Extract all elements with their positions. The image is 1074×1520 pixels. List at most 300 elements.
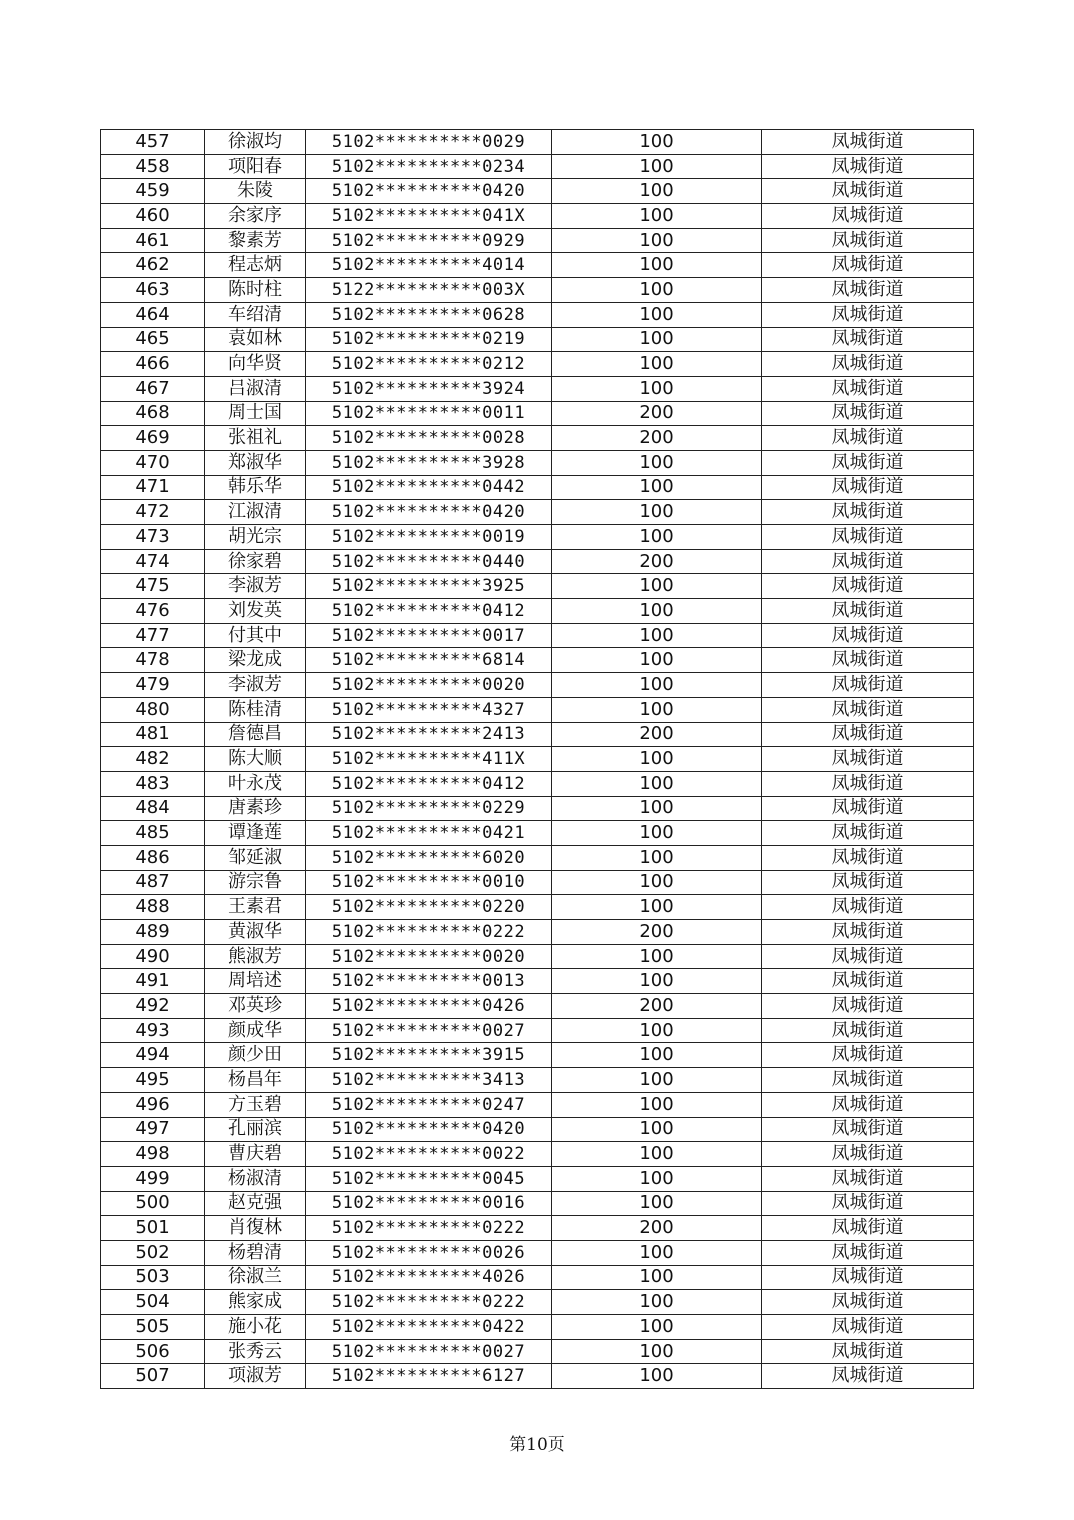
cell-name: 陈大顺 <box>205 747 306 772</box>
cell-number: 476 <box>101 599 205 624</box>
cell-name: 袁如林 <box>205 327 306 352</box>
cell-amount: 100 <box>552 574 762 599</box>
cell-number: 494 <box>101 1043 205 1068</box>
cell-street: 凤城街道 <box>762 376 974 401</box>
cell-street: 凤城街道 <box>762 1191 974 1216</box>
cell-name: 江淑清 <box>205 500 306 525</box>
table-row <box>101 845 974 870</box>
cell-number: 501 <box>101 1216 205 1241</box>
table-row <box>101 278 974 303</box>
cell-number: 464 <box>101 302 205 327</box>
cell-street: 凤城街道 <box>762 821 974 846</box>
cell-id-number: 5102**********6814 <box>306 648 552 673</box>
table-row <box>101 969 974 994</box>
cell-amount: 200 <box>552 1216 762 1241</box>
cell-amount: 100 <box>552 302 762 327</box>
cell-number: 477 <box>101 623 205 648</box>
table-row <box>101 1166 974 1191</box>
cell-id-number: 5102**********0234 <box>306 154 552 179</box>
cell-amount: 100 <box>552 475 762 500</box>
cell-id-number: 5102**********4014 <box>306 253 552 278</box>
cell-number: 481 <box>101 722 205 747</box>
cell-street: 凤城街道 <box>762 1290 974 1315</box>
table-row <box>101 1265 974 1290</box>
cell-name: 杨碧清 <box>205 1240 306 1265</box>
cell-name: 叶永茂 <box>205 771 306 796</box>
cell-amount: 100 <box>552 1043 762 1068</box>
cell-street: 凤城街道 <box>762 179 974 204</box>
cell-street: 凤城街道 <box>762 1018 974 1043</box>
cell-number: 479 <box>101 673 205 698</box>
table-row <box>101 228 974 253</box>
cell-amount: 100 <box>552 747 762 772</box>
cell-street: 凤城街道 <box>762 1092 974 1117</box>
table-row <box>101 1043 974 1068</box>
cell-name: 王素君 <box>205 895 306 920</box>
table-row <box>101 401 974 426</box>
table-row <box>101 944 974 969</box>
cell-id-number: 5102**********0026 <box>306 1240 552 1265</box>
cell-street: 凤城街道 <box>762 302 974 327</box>
cell-id-number: 5102**********0420 <box>306 1117 552 1142</box>
table-row <box>101 500 974 525</box>
cell-amount: 200 <box>552 549 762 574</box>
cell-name: 张秀云 <box>205 1339 306 1364</box>
cell-amount: 100 <box>552 697 762 722</box>
table-row <box>101 599 974 624</box>
cell-number: 487 <box>101 870 205 895</box>
cell-id-number: 5102**********0442 <box>306 475 552 500</box>
cell-name: 陈桂清 <box>205 697 306 722</box>
cell-id-number: 5102**********0017 <box>306 623 552 648</box>
cell-number: 500 <box>101 1191 205 1216</box>
cell-street: 凤城街道 <box>762 1043 974 1068</box>
table-row <box>101 475 974 500</box>
cell-amount: 100 <box>552 821 762 846</box>
cell-number: 480 <box>101 697 205 722</box>
cell-street: 凤城街道 <box>762 697 974 722</box>
cell-street: 凤城街道 <box>762 204 974 229</box>
cell-amount: 100 <box>552 895 762 920</box>
table-row <box>101 1339 974 1364</box>
cell-name: 张祖礼 <box>205 426 306 451</box>
table-row <box>101 1117 974 1142</box>
table-row <box>101 204 974 229</box>
cell-name: 唐素珍 <box>205 796 306 821</box>
cell-amount: 100 <box>552 599 762 624</box>
cell-amount: 100 <box>552 1240 762 1265</box>
cell-number: 498 <box>101 1142 205 1167</box>
cell-name: 郑淑华 <box>205 450 306 475</box>
cell-number: 488 <box>101 895 205 920</box>
cell-street: 凤城街道 <box>762 130 974 155</box>
cell-id-number: 5102**********6127 <box>306 1364 552 1389</box>
cell-id-number: 5102**********0045 <box>306 1166 552 1191</box>
cell-street: 凤城街道 <box>762 401 974 426</box>
cell-street: 凤城街道 <box>762 1117 974 1142</box>
cell-street: 凤城街道 <box>762 1364 974 1389</box>
cell-amount: 100 <box>552 500 762 525</box>
cell-id-number: 5102**********0440 <box>306 549 552 574</box>
cell-name: 吕淑清 <box>205 376 306 401</box>
cell-street: 凤城街道 <box>762 1315 974 1340</box>
cell-street: 凤城街道 <box>762 500 974 525</box>
cell-number: 474 <box>101 549 205 574</box>
cell-amount: 100 <box>552 1364 762 1389</box>
cell-number: 463 <box>101 278 205 303</box>
cell-id-number: 5122**********003X <box>306 278 552 303</box>
cell-name: 游宗鲁 <box>205 870 306 895</box>
cell-amount: 100 <box>552 1092 762 1117</box>
cell-street: 凤城街道 <box>762 920 974 945</box>
cell-number: 471 <box>101 475 205 500</box>
table-row <box>101 1240 974 1265</box>
cell-id-number: 5102**********3925 <box>306 574 552 599</box>
table-row <box>101 796 974 821</box>
cell-street: 凤城街道 <box>762 623 974 648</box>
cell-street: 凤城街道 <box>762 870 974 895</box>
cell-amount: 100 <box>552 154 762 179</box>
page-number: 第10页 <box>509 1435 565 1455</box>
cell-amount: 100 <box>552 1117 762 1142</box>
cell-amount: 100 <box>552 796 762 821</box>
cell-amount: 100 <box>552 1265 762 1290</box>
cell-name: 邓英珍 <box>205 994 306 1019</box>
cell-street: 凤城街道 <box>762 994 974 1019</box>
cell-street: 凤城街道 <box>762 426 974 451</box>
cell-amount: 100 <box>552 1142 762 1167</box>
cell-name: 李淑芳 <box>205 673 306 698</box>
cell-id-number: 5102**********0022 <box>306 1142 552 1167</box>
cell-name: 邹延淑 <box>205 845 306 870</box>
cell-id-number: 5102**********0247 <box>306 1092 552 1117</box>
cell-number: 486 <box>101 845 205 870</box>
cell-street: 凤城街道 <box>762 845 974 870</box>
cell-street: 凤城街道 <box>762 154 974 179</box>
cell-street: 凤城街道 <box>762 475 974 500</box>
table-row <box>101 253 974 278</box>
cell-name: 周士国 <box>205 401 306 426</box>
cell-amount: 100 <box>552 1018 762 1043</box>
cell-id-number: 5102**********411X <box>306 747 552 772</box>
cell-amount: 100 <box>552 525 762 550</box>
cell-id-number: 5102**********0222 <box>306 1216 552 1241</box>
cell-name: 肖復林 <box>205 1216 306 1241</box>
cell-id-number: 5102**********0222 <box>306 920 552 945</box>
cell-name: 方玉碧 <box>205 1092 306 1117</box>
cell-street: 凤城街道 <box>762 796 974 821</box>
cell-id-number: 5102**********0222 <box>306 1290 552 1315</box>
cell-id-number: 5102**********0028 <box>306 426 552 451</box>
cell-number: 461 <box>101 228 205 253</box>
cell-amount: 100 <box>552 130 762 155</box>
cell-number: 470 <box>101 450 205 475</box>
cell-amount: 100 <box>552 376 762 401</box>
table-row <box>101 130 974 155</box>
cell-number: 499 <box>101 1166 205 1191</box>
cell-amount: 100 <box>552 771 762 796</box>
cell-name: 项阳春 <box>205 154 306 179</box>
cell-id-number: 5102**********0010 <box>306 870 552 895</box>
cell-amount: 200 <box>552 722 762 747</box>
cell-number: 466 <box>101 352 205 377</box>
cell-amount: 100 <box>552 179 762 204</box>
cell-number: 493 <box>101 1018 205 1043</box>
cell-number: 492 <box>101 994 205 1019</box>
cell-amount: 100 <box>552 845 762 870</box>
cell-id-number: 5102**********041X <box>306 204 552 229</box>
cell-number: 483 <box>101 771 205 796</box>
table-row <box>101 1290 974 1315</box>
cell-name: 黄淑华 <box>205 920 306 945</box>
cell-street: 凤城街道 <box>762 648 974 673</box>
table-row <box>101 697 974 722</box>
table-row <box>101 426 974 451</box>
cell-name: 余家序 <box>205 204 306 229</box>
cell-amount: 100 <box>552 969 762 994</box>
table-row <box>101 1018 974 1043</box>
cell-id-number: 5102**********0420 <box>306 179 552 204</box>
table-row <box>101 1364 974 1389</box>
cell-name: 胡光宗 <box>205 525 306 550</box>
cell-id-number: 5102**********0421 <box>306 821 552 846</box>
cell-id-number: 5102**********0420 <box>306 500 552 525</box>
table-row <box>101 327 974 352</box>
cell-name: 程志炳 <box>205 253 306 278</box>
cell-number: 507 <box>101 1364 205 1389</box>
cell-name: 施小花 <box>205 1315 306 1340</box>
cell-number: 484 <box>101 796 205 821</box>
table-row <box>101 648 974 673</box>
cell-street: 凤城街道 <box>762 1339 974 1364</box>
cell-street: 凤城街道 <box>762 278 974 303</box>
cell-amount: 100 <box>552 870 762 895</box>
table-row <box>101 673 974 698</box>
cell-amount: 100 <box>552 648 762 673</box>
cell-name: 徐家碧 <box>205 549 306 574</box>
cell-id-number: 5102**********0016 <box>306 1191 552 1216</box>
cell-id-number: 5102**********0929 <box>306 228 552 253</box>
cell-id-number: 5102**********0412 <box>306 771 552 796</box>
cell-name: 詹德昌 <box>205 722 306 747</box>
cell-street: 凤城街道 <box>762 747 974 772</box>
cell-amount: 100 <box>552 623 762 648</box>
cell-number: 506 <box>101 1339 205 1364</box>
table-row <box>101 1092 974 1117</box>
cell-amount: 100 <box>552 1191 762 1216</box>
cell-name: 项淑芳 <box>205 1364 306 1389</box>
cell-amount: 200 <box>552 994 762 1019</box>
cell-id-number: 5102**********4026 <box>306 1265 552 1290</box>
table-row <box>101 1068 974 1093</box>
cell-name: 陈时柱 <box>205 278 306 303</box>
cell-street: 凤城街道 <box>762 969 974 994</box>
cell-id-number: 5102**********4327 <box>306 697 552 722</box>
cell-amount: 200 <box>552 401 762 426</box>
table-row <box>101 549 974 574</box>
cell-street: 凤城街道 <box>762 1166 974 1191</box>
cell-amount: 100 <box>552 944 762 969</box>
cell-id-number: 5102**********0013 <box>306 969 552 994</box>
table-body <box>101 130 974 1389</box>
cell-number: 496 <box>101 1092 205 1117</box>
cell-street: 凤城街道 <box>762 574 974 599</box>
cell-street: 凤城街道 <box>762 549 974 574</box>
cell-name: 谭逢莲 <box>205 821 306 846</box>
cell-street: 凤城街道 <box>762 673 974 698</box>
cell-id-number: 5102**********0019 <box>306 525 552 550</box>
cell-number: 485 <box>101 821 205 846</box>
table-row <box>101 1191 974 1216</box>
cell-name: 车绍清 <box>205 302 306 327</box>
table-row <box>101 722 974 747</box>
table-row <box>101 352 974 377</box>
table-row <box>101 1142 974 1167</box>
cell-id-number: 5102**********0422 <box>306 1315 552 1340</box>
cell-id-number: 5102**********0020 <box>306 673 552 698</box>
cell-name: 曹庆碧 <box>205 1142 306 1167</box>
cell-amount: 100 <box>552 1068 762 1093</box>
cell-number: 465 <box>101 327 205 352</box>
cell-number: 490 <box>101 944 205 969</box>
cell-number: 473 <box>101 525 205 550</box>
cell-street: 凤城街道 <box>762 450 974 475</box>
cell-number: 469 <box>101 426 205 451</box>
cell-name: 韩乐华 <box>205 475 306 500</box>
cell-number: 503 <box>101 1265 205 1290</box>
cell-name: 梁龙成 <box>205 648 306 673</box>
cell-street: 凤城街道 <box>762 771 974 796</box>
cell-number: 467 <box>101 376 205 401</box>
cell-number: 504 <box>101 1290 205 1315</box>
cell-id-number: 5102**********2413 <box>306 722 552 747</box>
cell-id-number: 5102**********0212 <box>306 352 552 377</box>
cell-name: 赵克强 <box>205 1191 306 1216</box>
cell-id-number: 5102**********0219 <box>306 327 552 352</box>
cell-amount: 100 <box>552 1339 762 1364</box>
cell-amount: 100 <box>552 278 762 303</box>
cell-street: 凤城街道 <box>762 228 974 253</box>
table-row <box>101 376 974 401</box>
cell-amount: 100 <box>552 228 762 253</box>
cell-street: 凤城街道 <box>762 599 974 624</box>
cell-number: 478 <box>101 648 205 673</box>
cell-amount: 200 <box>552 426 762 451</box>
cell-amount: 100 <box>552 204 762 229</box>
cell-number: 460 <box>101 204 205 229</box>
cell-amount: 100 <box>552 673 762 698</box>
cell-amount: 100 <box>552 1315 762 1340</box>
cell-number: 457 <box>101 130 205 155</box>
record-table <box>100 129 974 1389</box>
cell-street: 凤城街道 <box>762 1068 974 1093</box>
cell-id-number: 5102**********0027 <box>306 1339 552 1364</box>
cell-number: 459 <box>101 179 205 204</box>
cell-amount: 100 <box>552 450 762 475</box>
table-row <box>101 179 974 204</box>
cell-name: 周培述 <box>205 969 306 994</box>
cell-name: 熊淑芳 <box>205 944 306 969</box>
table-row <box>101 1315 974 1340</box>
table-row <box>101 302 974 327</box>
cell-number: 462 <box>101 253 205 278</box>
cell-name: 杨淑清 <box>205 1166 306 1191</box>
cell-street: 凤城街道 <box>762 1265 974 1290</box>
cell-id-number: 5102**********0220 <box>306 895 552 920</box>
cell-name: 朱陵 <box>205 179 306 204</box>
cell-number: 502 <box>101 1240 205 1265</box>
cell-number: 475 <box>101 574 205 599</box>
cell-name: 颜成华 <box>205 1018 306 1043</box>
cell-id-number: 5102**********3413 <box>306 1068 552 1093</box>
cell-name: 向华贤 <box>205 352 306 377</box>
cell-number: 489 <box>101 920 205 945</box>
cell-id-number: 5102**********0229 <box>306 796 552 821</box>
cell-street: 凤城街道 <box>762 1216 974 1241</box>
table-row <box>101 994 974 1019</box>
cell-amount: 100 <box>552 327 762 352</box>
cell-name: 付其中 <box>205 623 306 648</box>
cell-id-number: 5102**********3915 <box>306 1043 552 1068</box>
cell-street: 凤城街道 <box>762 525 974 550</box>
cell-amount: 100 <box>552 1166 762 1191</box>
table-row <box>101 895 974 920</box>
cell-number: 491 <box>101 969 205 994</box>
cell-name: 黎素芳 <box>205 228 306 253</box>
cell-amount: 200 <box>552 920 762 945</box>
cell-street: 凤城街道 <box>762 1240 974 1265</box>
cell-id-number: 5102**********0426 <box>306 994 552 1019</box>
cell-amount: 100 <box>552 253 762 278</box>
cell-id-number: 5102**********0412 <box>306 599 552 624</box>
cell-number: 495 <box>101 1068 205 1093</box>
table-row <box>101 771 974 796</box>
table-row <box>101 747 974 772</box>
cell-name: 熊家成 <box>205 1290 306 1315</box>
cell-number: 458 <box>101 154 205 179</box>
cell-name: 杨昌年 <box>205 1068 306 1093</box>
cell-name: 颜少田 <box>205 1043 306 1068</box>
cell-street: 凤城街道 <box>762 327 974 352</box>
cell-id-number: 5102**********0020 <box>306 944 552 969</box>
cell-number: 505 <box>101 1315 205 1340</box>
cell-street: 凤城街道 <box>762 1142 974 1167</box>
table-row <box>101 821 974 846</box>
table-row <box>101 525 974 550</box>
cell-street: 凤城街道 <box>762 722 974 747</box>
cell-number: 482 <box>101 747 205 772</box>
cell-name: 孔丽滨 <box>205 1117 306 1142</box>
cell-id-number: 5102**********0628 <box>306 302 552 327</box>
cell-id-number: 5102**********0027 <box>306 1018 552 1043</box>
cell-number: 497 <box>101 1117 205 1142</box>
table-row <box>101 870 974 895</box>
cell-amount: 100 <box>552 1290 762 1315</box>
cell-name: 李淑芳 <box>205 574 306 599</box>
cell-street: 凤城街道 <box>762 253 974 278</box>
cell-id-number: 5102**********3924 <box>306 376 552 401</box>
cell-number: 472 <box>101 500 205 525</box>
cell-street: 凤城街道 <box>762 352 974 377</box>
cell-number: 468 <box>101 401 205 426</box>
cell-id-number: 5102**********0029 <box>306 130 552 155</box>
cell-id-number: 5102**********3928 <box>306 450 552 475</box>
cell-street: 凤城街道 <box>762 895 974 920</box>
cell-name: 刘发英 <box>205 599 306 624</box>
table-row <box>101 574 974 599</box>
cell-amount: 100 <box>552 352 762 377</box>
cell-name: 徐淑均 <box>205 130 306 155</box>
